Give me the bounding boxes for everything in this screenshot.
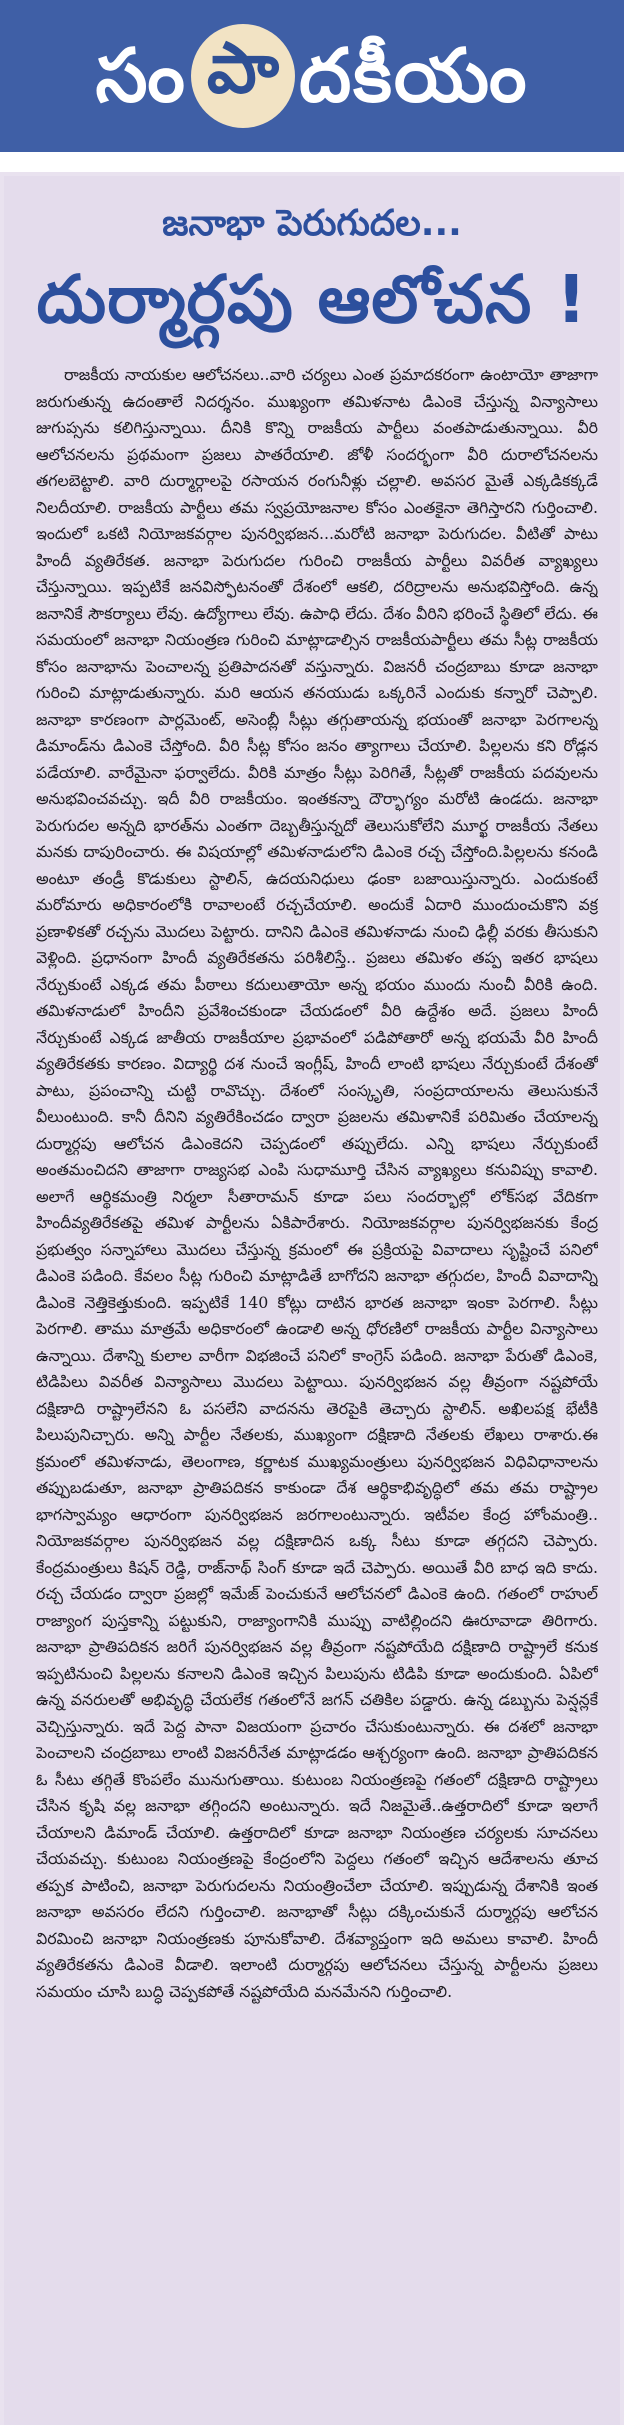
masthead-text-part1: సం	[95, 33, 187, 119]
article-headline: దుర్మార్గపు ఆలోచన !	[36, 261, 588, 338]
masthead-text-part2: పా	[206, 26, 280, 109]
masthead-text-part3: దకీయం	[298, 33, 529, 119]
article-kicker: జనాభా పెరుగుదల...	[162, 203, 462, 244]
article-panel-inner	[4, 176, 620, 2425]
banner-spacer	[0, 152, 624, 172]
article-body: రాజకీయ నాయకుల ఆలోచనలు..వారి చర్యలు ఎంత ప్రమాదకరంగా ఉంటాయో తాజాగా జరుగుతున్న ఉదంతాలే నిదర్శనం. ముఖ్యంగా తమిళనాట డిఎంకె చేస్తున్న విన్యాసాలు జుగుప్సను కలిగిస్తున్నాయి. దీనికి కొన్ని రాజకీయ పార్టీలు వంతపాడుతున్నాయి. వీరి ఆలోచనలను ప్రథమంగా ప్రజలు పాతరేయాలి. జోళీ సందర్భంగా వీరి దురాలోచనలను తగలబెట్టాలి. వారి దుర్మార్గాలపై రసాయన రంగునీళ్లు చల్లాలి. అవసర మైతే ఎక్కడికక్కడే నిలదీయాలి. రాజకీయ పార్టీలు తమ స్వప్రయోజనాల కోసం ఎంతకైనా తెగిస్తారని గుర్తించాలి. ఇందులో ఒకటి నియోజకవర్గాల పునర్విభజన...మరోటి జనాభా పెరుగుదల. వీటితో పాటు హిందీ వ్యతిరేకత. జనాభా పెరుగుదల గురించి రాజకీయ పార్టీలు వివరీత వ్యాఖ్యలు చేస్తున్నాయి. ఇప్పటికే జనవిస్ఫోటనంతో దేశంలో ఆకలి, దరిద్రాలను అనుభవిస్తోంది. ఉన్న జనానికే సౌకర్యాలు లేవు. ఉద్యోగాలు లేవు. ఉపాధి లేదు. దేశం వీరిని భరించే స్థితిలో లేదు. ఈ సమయంలో జనాభా నియంత్రణ గురించి మాట్లాడాల్సిన రాజకీయపార్టీలు తమ సీట్ల రాజకీయ కోసం జనాభాను పెంచాలన్న ప్రతిపాదనతో వస్తున్నారు. విజనరీ చంద్రబాబు కూడా జనాభా గురించి మాట్లాడుతున్నారు. మరి ఆయన తనయుడు ఒక్కరినే ఎందుకు కన్నారో చెప్పాలి. జనాభా కారణంగా పార్లమెంట్, అసెంబ్లీ సీట్లు తగ్గుతాయన్న భయంతో జనాభా పెరగాలన్న డిమాండ్‌ను డిఎంకె చేస్తోంది. వీరి సీట్ల కోసం జనం త్యాగాలు చేయాలి. పిల్లలను కని రోడ్లన పడేయాలి. వారేమైనా ఫర్వాలేదు. వీరికి మాత్రం సీట్లు పెరిగితే, సీట్లతో రాజకీయ పదవులను అనుభవించవచ్చు. ఇదీ వీరి రాజకీయం. ఇంతకన్నా దౌర్భాగ్యం మరోటి ఉండదు. జనాభా పెరుగుదల అన్నది భారత్‌ను ఎంతగా దెబ్బతీస్తున్నదో తెలుసుకోలేని మూర్ఖ రాజకీయ నేతలు మనకు దాపురించారు. ఈ విషయాల్లో తమిళనాడులోని డిఎంకె రచ్చ చేస్తోంది.పిల్లలను కనండి అంటూ తండ్రీ కొడుకులు స్టాలిన్, ఉదయనిధులు ఢంకా బజాయిస్తున్నారు. ఎందుకంటే మరోమారు అధికారంలోకి రావాలంటే రచ్చచేయాలి. అందుకే ఏదారి ముందుంచుకొని వక్ర ప్రణాళికతో రచ్చను మొదలు పెట్టారు. దానిని డిఎంకె తమిళనాడు నుంచి ఢిల్లీ వరకు తీసుకుని వెళ్లింది. ప్రధానంగా హిందీ వ్యతిరేకతను పరిశీలిస్తే.. ప్రజలు తమిళం తప్ప ఇతర భాషలు నేర్చుకుంటే ఎక్కడ తమ పీఠాలు కదులుతాయో అన్న భయం ముందు నుంచీ వీరికి ఉంది. తమిళనాడులో హిందీని ప్రవేశించకుండా చేయడంలో వీరి ఉద్దేశం అదే. ప్రజలు హిందీ నేర్చుకుంటే ఎక్కడ జాతీయ రాజకీయాల ప్రభావంలో పడిపోతారో అన్న భయమే వీరి హిందీ వ్యతిరేకతకు కారణం. విద్యార్థి దశ నుంచే ఇంగ్లీష్, హిందీ లాంటి భాషలు నేర్చుకుంటే దేశంతో పాటు, ప్రపంచాన్ని చుట్టి రావొచ్చు. దేశంలో సంస్కృతి, సంప్రదాయాలను తెలుసుకునే వీలుంటుంది. కానీ దీనిని వ్యతిరేకించడం ద్వారా ప్రజలను తమిళానికే పరిమితం చేయాలన్న దుర్మార్గపు ఆలోచన డిఎంకెదని చెప్పడంలో తప్పులేదు. ఎన్ని భాషలు నేర్చుకుంటే అంతమంచిదని తాజాగా రాజ్యసభ ఎంపి సుధామూర్తి చేసిన వ్యాఖ్యలు కనువిప్పు కావాలి. అలాగే ఆర్థికమంత్రి నిర్మలా సీతారామన్ కూడా పలు సందర్భాల్లో లోక్‌సభ వేదికగా హిందీవ్యతిరేకతపై తమిళ పార్టీలను ఏకిపారేశారు. నియోజకవర్గాల పునర్విభజనకు కేంద్ర ప్రభుత్వం సన్నాహాలు మొదలు చేస్తున్న క్రమంలో ఈ ప్రక్రియపై వివాదాలు సృష్టించే పనిలో డిఎంకె పడింది. కేవలం సీట్ల గురించి మాట్లాడితే బాగోదని జనాభా తగ్గుదల, హిందీ వివాదాన్ని డిఎంకె నెత్తికెత్తుకుంది. ఇప్పటికే 140 కోట్లు దాటిన భారత జనాభా ఇంకా పెరగాలి. సీట్లు పెరగాలి. తాము మాత్రమే అధికారంలో ఉండాలి అన్న ధోరణిలో రాజకీయ పార్టీల విన్యాసాలు ఉన్నాయి. దేశాన్ని కులాల వారీగా విభజించే పనిలో కాంగ్రెస్ పడింది. జనాభా పేరుతో డిఎంకె, టిడిపిలు వివరీత విన్యాసాలు మొదలు పెట్టాయి. పునర్విభజన వల్ల తీవ్రంగా నష్టపోయే దక్షిణాది రాష్ట్రాలేనని ఓ పసలేని వాదనను తెరపైకి తెచ్చారు స్టాలిన్. అఖిలపక్ష భేటీకి పిలుపునిచ్చారు. అన్ని పార్టీల నేతలకు, ముఖ్యంగా దక్షిణాది నేతలకు లేఖలు రాశారు.ఈ క్రమంలో తమిళనాడు, తెలంగాణ, కర్ణాటక ముఖ్యమంత్రులు పునర్విభజన విధివిధానాలను తప్పుబడుతూ, జనాభా ప్రాతిపదికన కాకుండా దేశ ఆర్థికాభివృద్ధిలో తమ తమ రాష్ట్రాల భాగస్వామ్యం ఆధారంగా పునర్విభజన జరగాలంటున్నారు. ఇటీవల కేంద్ర హోంమంత్రి.. నియోజకవర్గాల పునర్విభజన వల్ల దక్షిణాదిన ఒక్క సీటు కూడా తగ్గదని చెప్పారు. కేంద్రమంత్రులు కిషన్ రెడ్డి, రాజ్‌నాథ్ సింగ్ కూడా ఇదే చెప్పారు. అయితే వీరి బాధ ఇది కాదు. రచ్చ చేయడం ద్వారా ప్రజల్లో ఇమేజ్ పెంచుకునే ఆలోచనలో డిఎంకె ఉంది. గతంలో రాహుల్ రాజ్యాంగ పుస్తకాన్ని పట్టుకుని, రాజ్యాంగానికి ముప్పు వాటిల్లిందని ఊరూవాడా తిరిగారు. జనాభా ప్రాతిపదికన జరిగే పునర్విభజన వల్ల తీవ్రంగా నష్టపోయేది దక్షిణాది రాష్ట్రాలే కనుక ఇప్పటినుంచి పిల్లలను కనాలని డిఎంకె ఇచ్చిన పిలుపును టిడిపి కూడా అందుకుంది. ఏపిలో ఉన్న వనరులతో అభివృద్ధి చేయలేక గతంలోనే జగన్ చతికిల పడ్డారు. ఉన్న డబ్బును పెన్షన్లకే వెచ్చిస్తున్నారు. ఇదే పెద్ద పానా విజయంగా ప్రచారం చేసుకుంటున్నారు. ఈ దశలో జనాభా పెంచాలని చంద్రబాబు లాంటి విజనరీనేత మాట్లాడడం ఆశ్చర్యంగా ఉంది. జనాభా ప్రాతిపదికన ఓ సీటు తగ్గితే కొంపలేం మునుగుతాయి. కుటుంబ నియంత్రణపై గతంలో దక్షిణాది రాష్ట్రాలు చేసిన కృషి వల్ల జనాభా తగ్గిందని అంటున్నారు. ఇదే నిజమైతే..ఉత్తరాదిలో కూడా ఇలాగే చేయాలని డిమాండ్ చేయాలి. ఉత్తరాదిలో కూడా జనాభా నియంత్రణ చర్యలకు సూచనలు చేయవచ్చు. కుటుంబ నియంత్రణపై కేంద్రంలోని పెద్దలు గతంలో ఇచ్చిన ఆదేశాలను తూచ తప్పక పాటించి, జనాభా పెరుగుదలను నియంత్రించేలా చేయాలి. ఇప్పుడున్న దేశానికి ఇంత జనాభా అవసరం లేదని గుర్తించాలి. జనాభాతో సీట్లు దక్కించుకునే దుర్మార్గపు ఆలోచన విరమించి జనాభా నియంత్రణకు పూనుకోవాలి. దేశవ్యాప్తంగా ఇది అమలు కావాలి. హిందీ వ్యతిరేకతను డిఎంకె వీడాలి. ఇలాంటి దుర్మార్గపు ఆలోచనలు చేస్తున్న పార్టీలను ప్రజలు సమయం చూసి బుద్ధి చెప్పకపోతే నష్టపోయేది మనమేనని గుర్తించాలి.	[36, 365, 598, 2001]
masthead-banner	[0, 0, 624, 152]
article-panel	[0, 172, 624, 2425]
masthead-circle-emblem	[191, 24, 295, 128]
